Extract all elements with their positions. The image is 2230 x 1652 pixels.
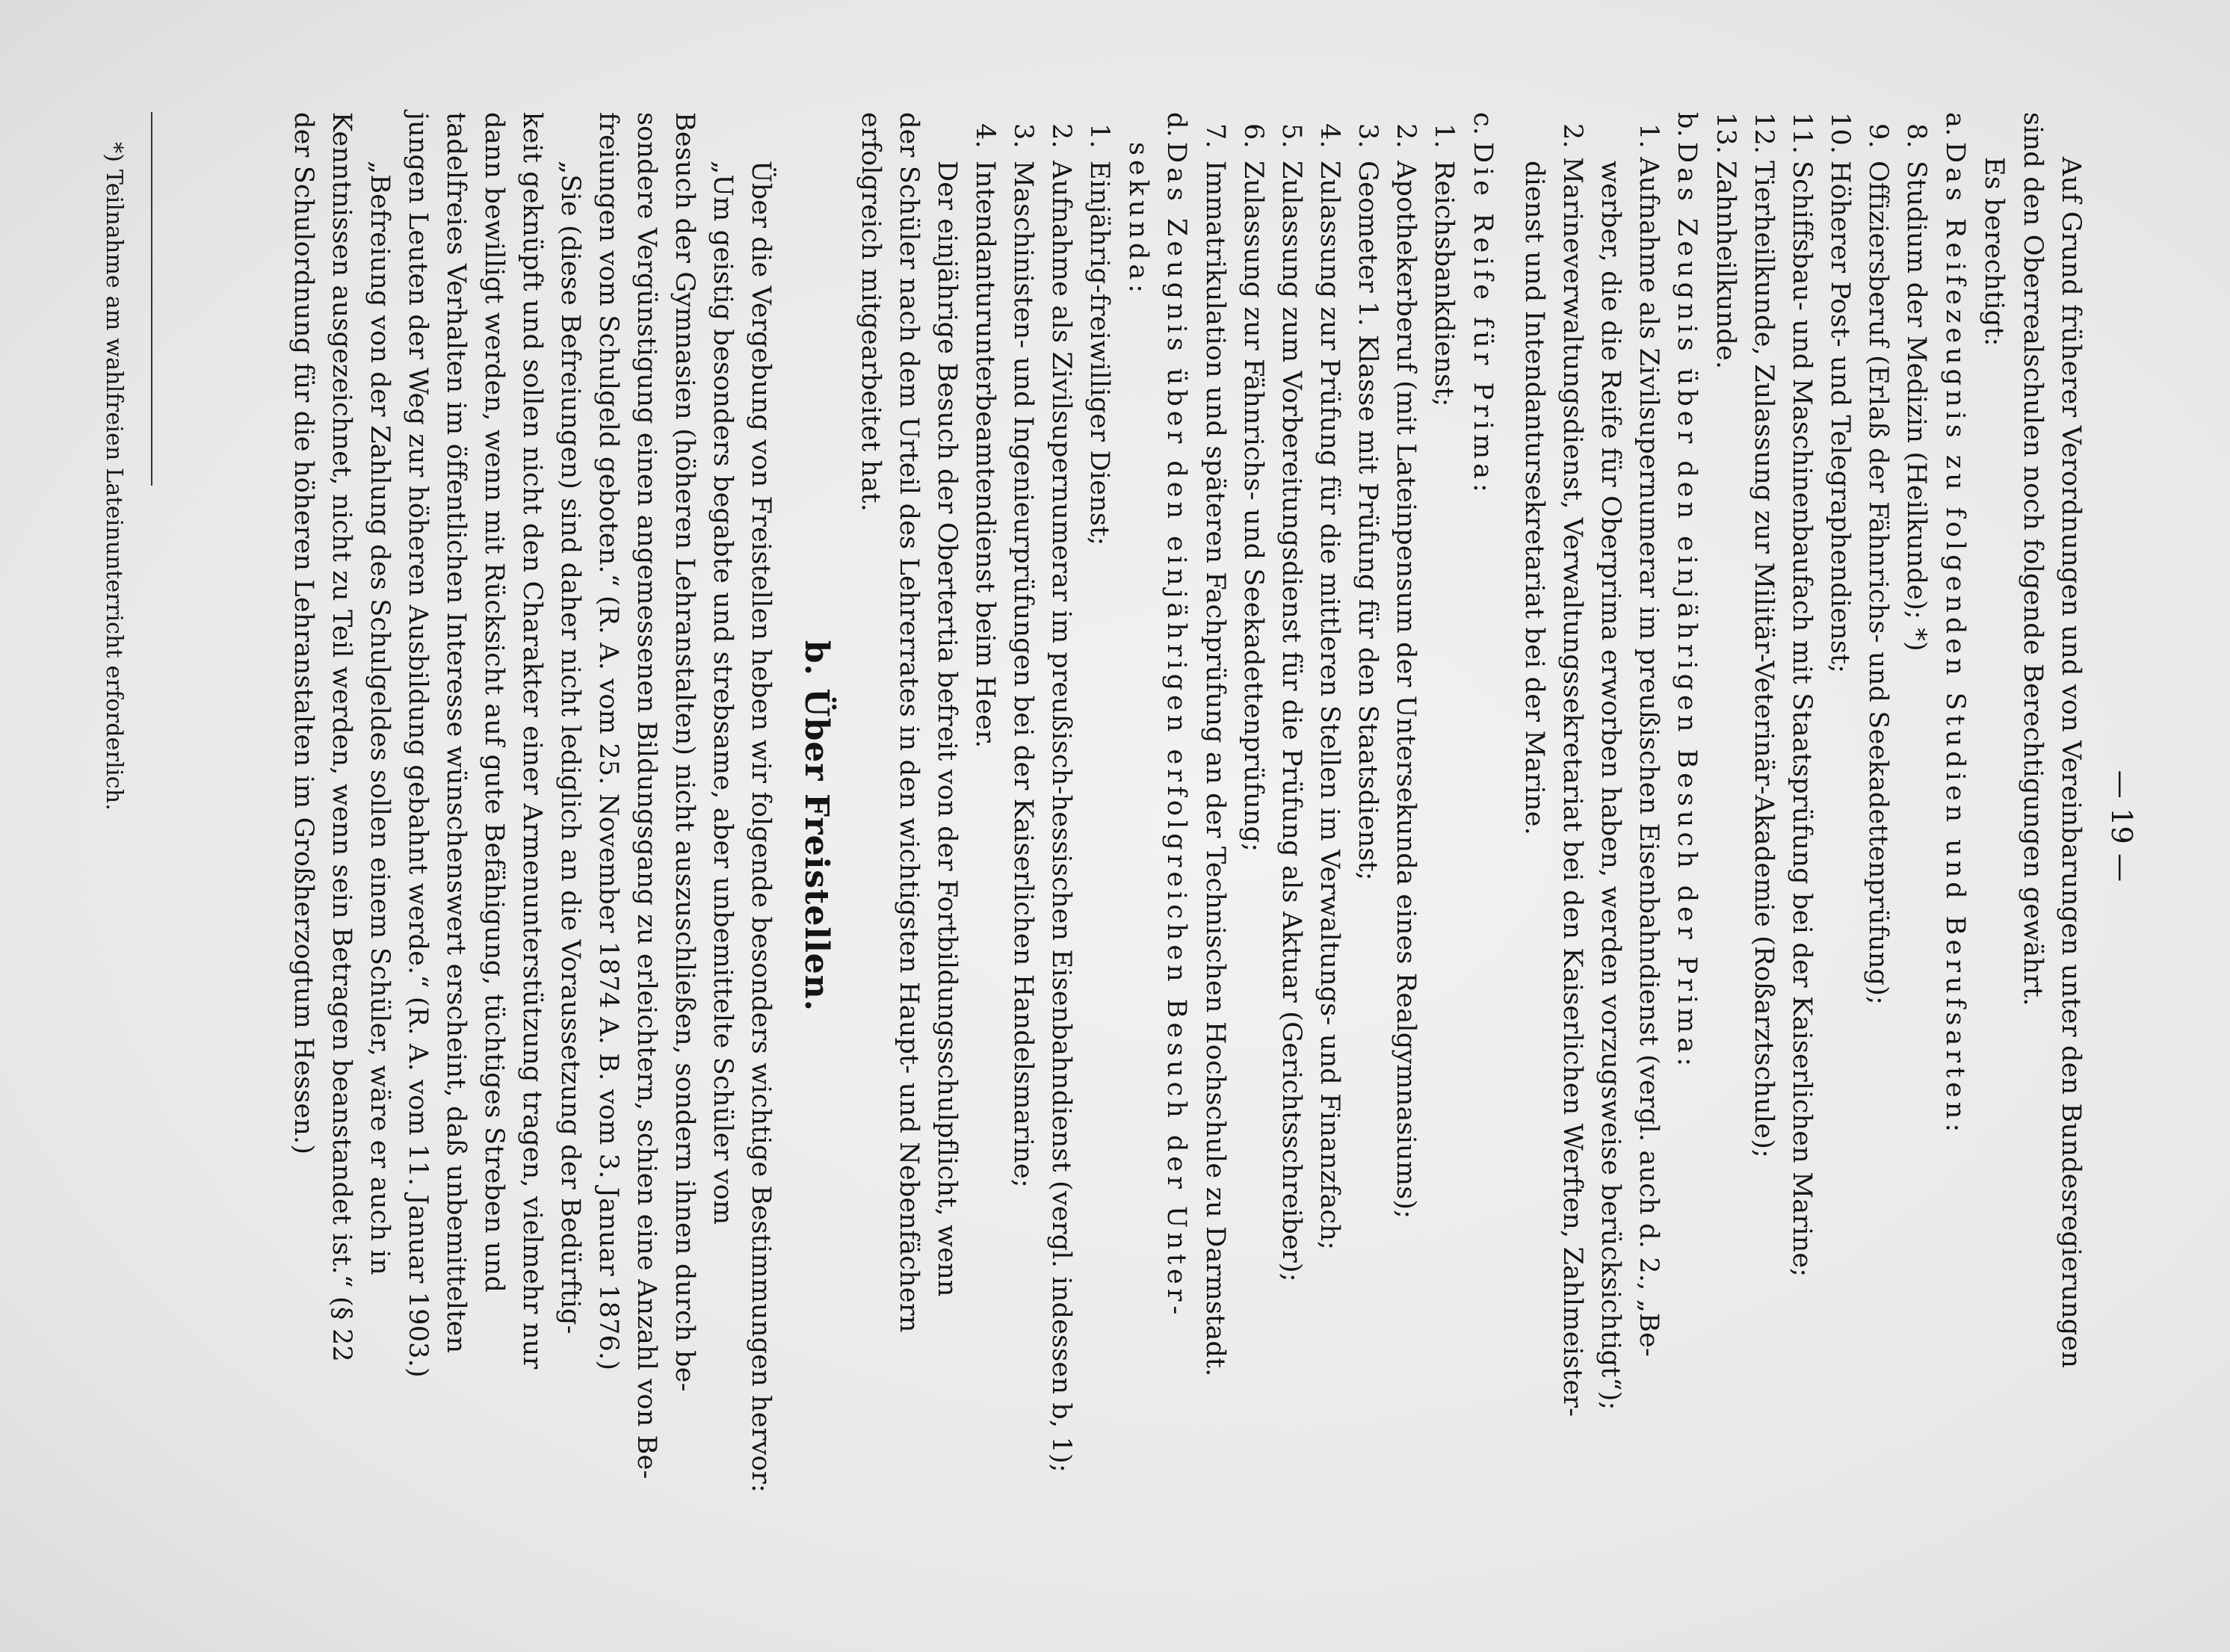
section-a-label: a. — [1940, 112, 1970, 137]
intro-line-2: sind den Oberrealschulen noch folgende Berechtigungen gewährt. — [2018, 112, 2048, 1006]
section-d-label: d. — [1161, 112, 1191, 137]
section-c-item-num: 3. — [1353, 123, 1383, 149]
section-c-item-num: 5. — [1276, 123, 1306, 149]
section-a-item-num: 12. — [1749, 112, 1779, 155]
section-d-item-num: 3. — [1008, 123, 1038, 149]
freistellen-line: tadelfreies Verhalten im öffentlichen Interesse wünschenswert erscheint, daß unbemittelten — [441, 112, 471, 1354]
section-d-paragraph-line: erfolgreich mitgearbeitet hat. — [856, 112, 886, 513]
section-c-item-num: 1. — [1429, 123, 1459, 149]
freistellen-line: Kenntnissen ausgezeichnet, nicht zu Teil werden, wenn sein Betragen beanstandet ist.“ (§ 22 — [327, 112, 356, 1362]
section-a-item-num: 8. — [1901, 123, 1931, 149]
freistellen-line: keit geknüpft und sollen nicht den Charakter einer Armenunterstützung tragen, vielmehr nur — [517, 112, 547, 1370]
footnote-rule — [151, 112, 152, 486]
freistellen-line: „Um geistig besonders begabte und strebsame, aber unbemittelte Schüler vom — [708, 161, 738, 1225]
section-d-item-text: Einjährig-freiwilliger Dienst; — [1084, 161, 1114, 546]
section-d-heading-line1: Das Zeugnis über den einjährigen erfolgreichen Besuch der Unter- — [1161, 142, 1191, 1320]
intro-line-1: Auf Grund früherer Verordnungen und von Vereinbarungen unter den Bundesregierungen — [2056, 157, 2086, 1369]
section-c-label: c. — [1468, 112, 1498, 136]
freistellen-line: Besuch der Gymnasien (höheren Lehranstalten) nicht auszuschließen, sondern ihnen durch be- — [670, 112, 699, 1392]
section-d-item-num: 4. — [970, 123, 1000, 149]
section-a-item-num: 9. — [1863, 123, 1893, 149]
section-b-label: b. — [1672, 112, 1702, 137]
section-a-heading: Das Reifezeugnis zu folgenden Studien und Berufsarten: — [1940, 142, 1970, 1137]
section-a-item-text: Schiffsbau- und Maschinenbaufach mit Staatsprüfung bei der Kaiserlichen Marine; — [1787, 161, 1817, 1278]
section-d-item-text: Intendanturunterbeamtendienst beim Heer. — [970, 161, 1000, 749]
section-c-item-num: 6. — [1238, 123, 1268, 149]
freistellen-line: sondere Vergünstigung einen angemessenen Bildungsgang zu erleichtern, schien eine Anzahl von Be- — [631, 112, 661, 1479]
section-b-item1-line1: 1. Aufnahme als Zivilsupernumerar im preußischen Eisenbahndienst (vergl. auch d. 2., „Be- — [1634, 123, 1664, 1358]
section-a-item-num: 10. — [1825, 112, 1855, 155]
section-b-heading: Das Zeugnis über den einjährigen Besuch der Prima: — [1672, 142, 1702, 1071]
section-b-item1-line2: werber, die die Reife für Oberprima erworben haben, werden vorzugsweise berücksichtigt“); — [1596, 161, 1625, 1411]
section-d-item-num: 1. — [1084, 123, 1114, 149]
freistellen-line: jungen Leuten der Weg zur höheren Ausbildung gebahnt werde.“ (R. A. vom 11. Januar 1903.) — [403, 112, 433, 1378]
section-a-item-num: 13. — [1711, 112, 1741, 155]
freistellen-line: dann bewilligt werden, wenn mit Rücksicht auf gute Befähigung, tüchtiges Streben und — [479, 112, 509, 1293]
section-c-item-text: Zulassung zur Prüfung für die mittleren Stellen im Verwaltungs- und Finanzfach; — [1315, 161, 1344, 1251]
section-a-item-text: Offiziersberuf (Erlaß der Fähnrichs- und Seekadettenprüfung); — [1863, 161, 1893, 1005]
section-c-item-text: Reichsbankdienst; — [1429, 161, 1459, 407]
section-c-item-text: Geometer 1. Klasse mit Prüfung für den Staatsdienst; — [1353, 161, 1383, 881]
section-c-heading: Die Reife für Prima: — [1468, 142, 1498, 497]
section-b-item2-line2: dienst und Intendantursekretariat bei der Marine. — [1519, 161, 1549, 835]
section-c-item-text: Immatrikulation und späteren Fachprüfung an der Technischen Hochschule zu Darmstadt. — [1200, 161, 1230, 1377]
intro-line-3: Es berechtigt: — [1979, 157, 2009, 347]
freistellen-line: Über die Vergebung von Freistellen heben wir folgende besonders wichtige Bestimmungen hervor: — [746, 161, 776, 1493]
freistellen-line: „Befreiung von der Zahlung des Schulgeldes sollen einem Schüler, wäre er auch in — [365, 161, 395, 1275]
freistellen-line: „Sie (diese Befreiungen) sind daher nicht lediglich an die Voraussetzung der Bedürftig- — [555, 161, 585, 1334]
section-a-item-text: Höherer Post- und Telegraphendienst; — [1825, 161, 1855, 674]
section-c-item-text: Apothekerberuf (mit Lateinpensum der Untersekunda eines Realgymnasiums); — [1391, 161, 1421, 1219]
freistellen-line: freiungen vom Schulgeld geboten.“ (R. A. vom 25. November 1874 A. B. vom 3. Januar 1876.) — [593, 112, 623, 1371]
section-d-heading-line2: sekunda: — [1123, 142, 1153, 298]
freistellen-heading: b. Über Freistellen. — [797, 640, 836, 1012]
section-d-paragraph-line: der Schüler nach dem Urteil des Lehrerrates in den wichtigsten Haupt- und Nebenfächern — [894, 112, 924, 1333]
page-number: — 19 — — [2105, 770, 2138, 882]
footnote: *) Teilnahme am wahlfreien Lateinunterricht erforderlich. — [101, 142, 127, 811]
section-c-item-text: Zulassung zum Vorbereitungsdienst für die Prüfung als Aktuar (Gerichtsschreiber); — [1276, 161, 1306, 1282]
section-d-item-num: 2. — [1046, 123, 1076, 149]
section-b-item2-line1: 2. Marineverwaltungsdienst, Verwaltungssekretariat bei den Kaiserlichen Werften, Zahlmeister- — [1557, 123, 1587, 1417]
section-c-item-text: Zulassung zur Fähnrichs- und Seekadettenprüfung; — [1238, 161, 1268, 853]
section-d-item-text: Aufnahme als Zivilsupernumerar im preußisch-hessischen Eisenbahndienst (vergl. indessen b, 1); — [1046, 161, 1076, 1473]
section-c-item-num: 7. — [1200, 123, 1230, 149]
section-c-item-num: 2. — [1391, 123, 1421, 149]
section-a-item-num: 11. — [1787, 112, 1817, 155]
section-a-item-text: Studium der Medizin (Heilkunde); *) — [1901, 161, 1931, 652]
section-a-item-text: Zahnheilkunde. — [1711, 161, 1741, 370]
section-d-paragraph-line: Der einjährige Besuch der Obertertia befreit von der Fortbildungsschulpflicht, wenn — [932, 161, 962, 1297]
freistellen-line: der Schulordnung für die höheren Lehranstalten im Großherzogtum Hessen.) — [288, 112, 318, 1155]
section-a-item-text: Tierheilkunde, Zulassung zur Militär-Veterinär-Akademie (Roßarztschule); — [1749, 161, 1779, 1159]
section-c-item-num: 4. — [1315, 123, 1344, 149]
section-d-item-text: Maschinisten- und Ingenieurprüfungen bei der Kaiserlichen Handelsmarine; — [1008, 161, 1038, 1188]
